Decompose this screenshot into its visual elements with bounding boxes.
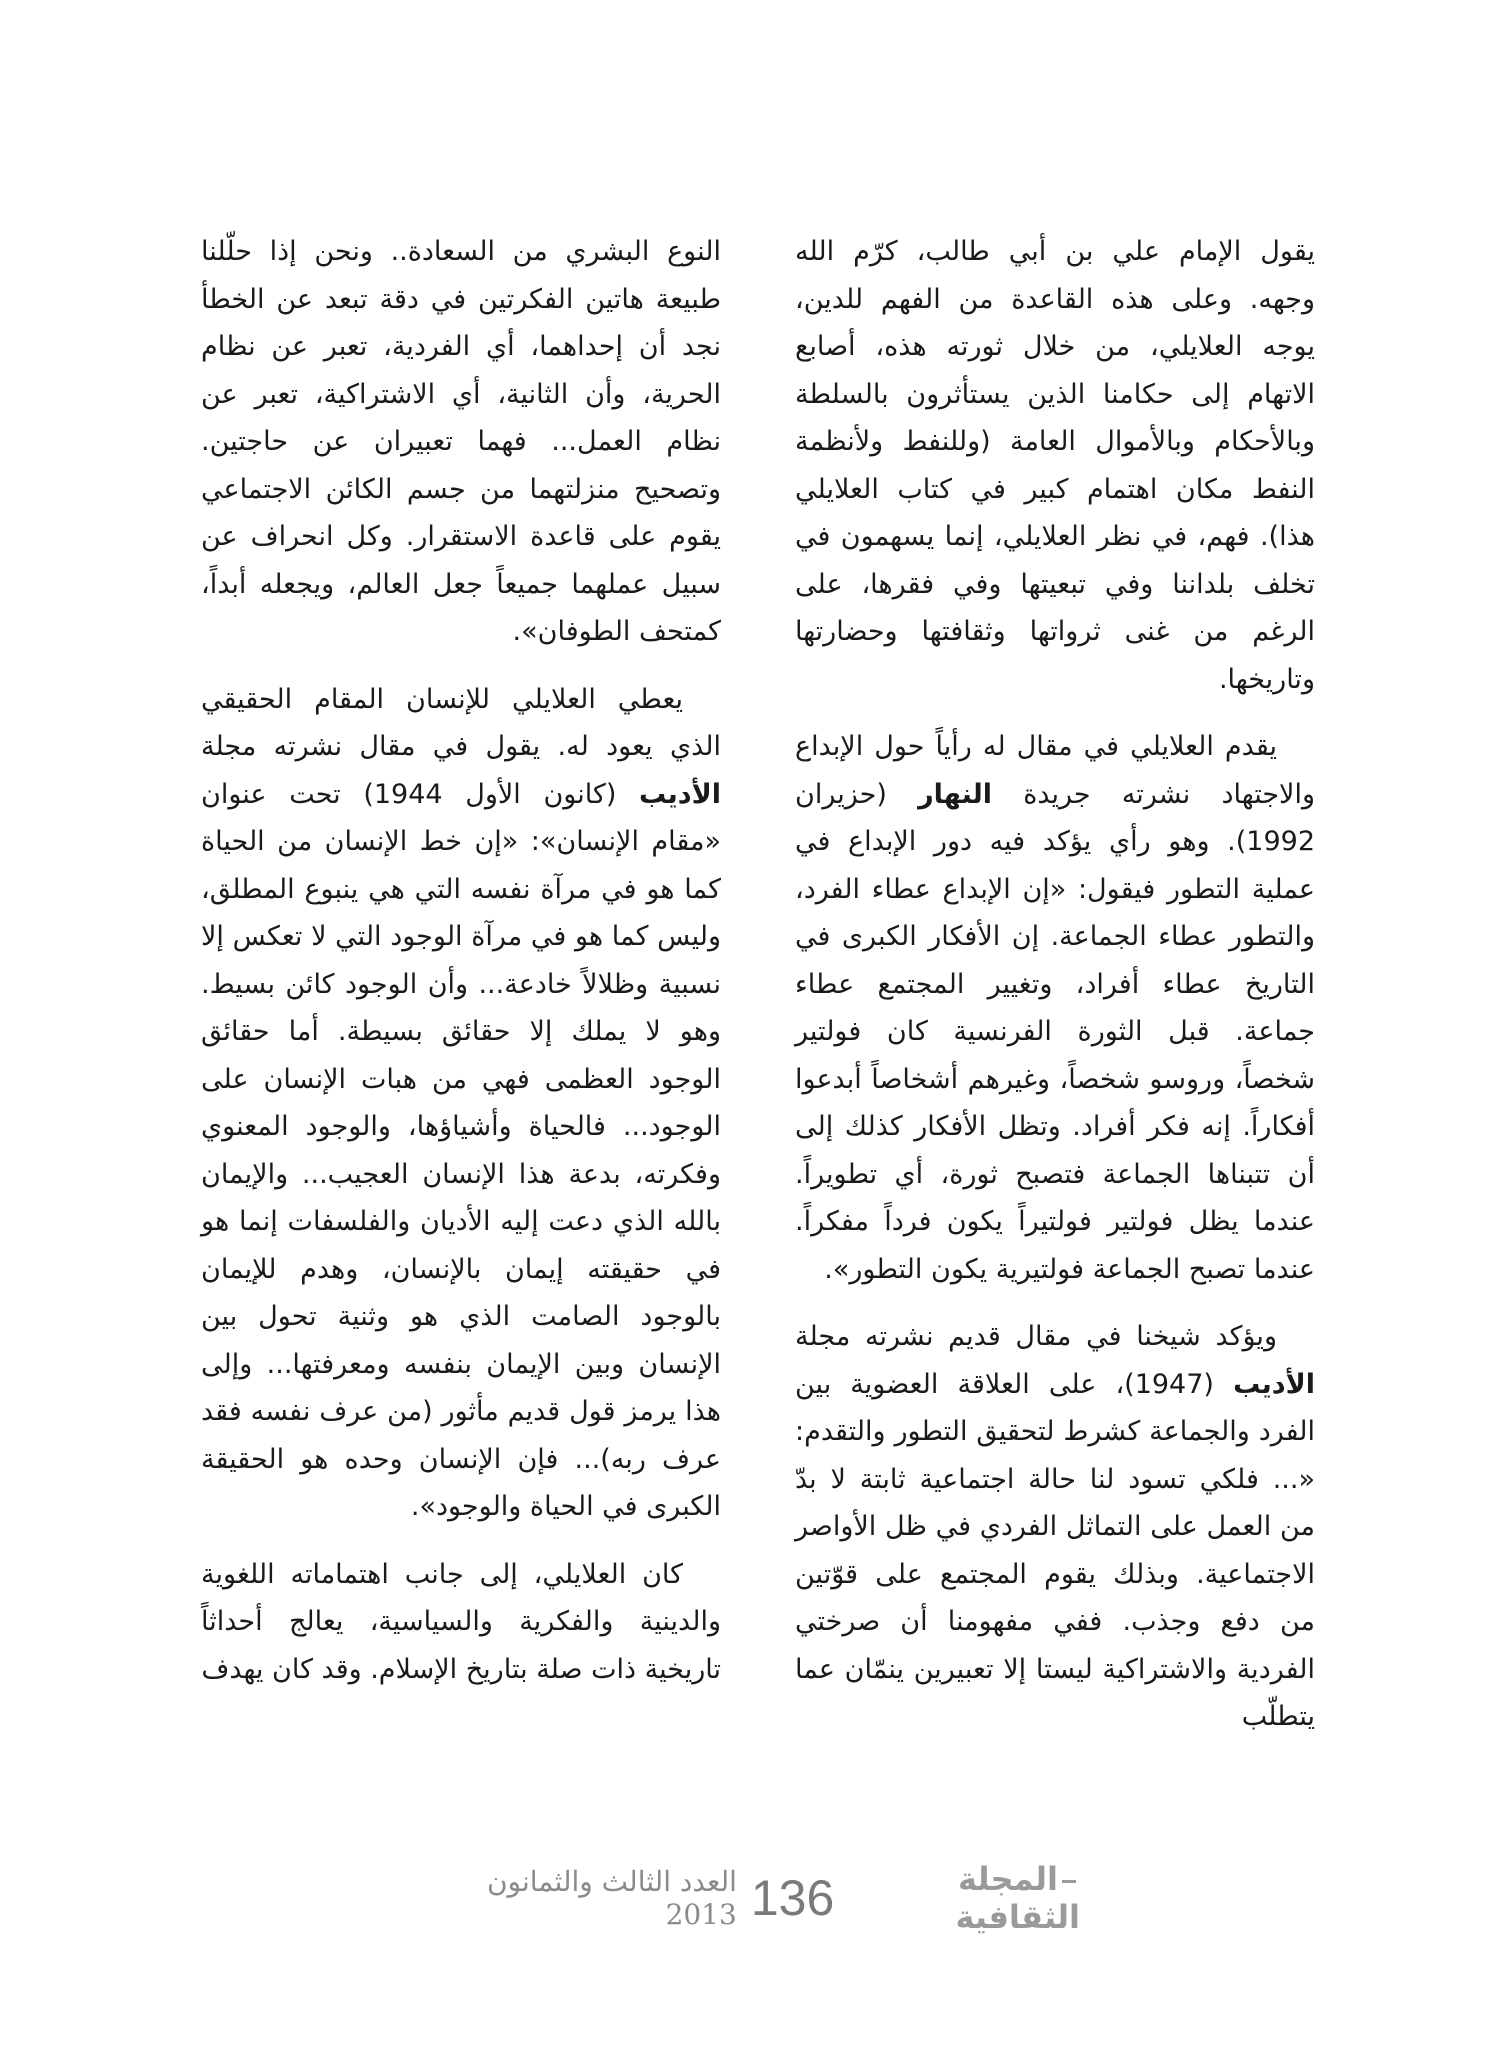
left-paragraph-3: كان العلايلي، إلى جانب اهتماماته اللغوية والدينية والفكرية والسياسية، يعالج أحداثاً تاريخية ذات صلة بتاريخ الإسلام. وقد كان يهدف (201, 1558, 721, 1685)
left-paragraph-2-start: يعطي العلايلي للإنسان المقام الحقيقي الذي يعود له. يقول في مقال نشرته مجلة (201, 683, 721, 762)
right-paragraph-3-start: ويؤكد شيخنا في مقال قديم نشرته مجلة (795, 1321, 1277, 1352)
left-column (201, 228, 721, 1713)
right-column (795, 228, 1315, 1761)
page-number: 136 (750, 1870, 835, 1926)
left-paragraph-2 (201, 676, 721, 1531)
right-paragraph-2-end: (حزيران 1992). وهو رأي يؤكد فيه دور الإبداع في عملية التطور فيقول: «إن الإبداع عطاء الفرد، والتطور عطاء الجماعة. إن الأفكار الكبرى في التاريخ عطاء أفراد، وتغيير المجتمع عطاء جماعة. قبل الثورة الفرنسية كان فولتير شخصاً، وروسو شخصاً، وغيرهم أشخاصاً أبدعوا أفكاراً. إنه فكر أفراد. وتظل الأفكار كذلك إلى أن تتبناها الجماعة فتصبح ثورة، أي تطويراً. عندما يظل فولتير فولتيراً يكون فرداً مفكراً. عندما تصبح الجماعة فولتيرية يكون التطور». (795, 778, 1315, 1285)
footer-magazine-name (848, 1860, 1080, 1936)
footer-mark-icon (1062, 1880, 1076, 1883)
footer-issue: العدد الثالث والثمانون 2013 (486, 1865, 737, 1931)
right-paragraph-2-start: يقدم العلايلي في مقال له رأياً حول الإبداع والاجتهاد نشرته جريدة (795, 731, 1315, 810)
left-paragraph-2-end: (كانون الأول 1944) تحت عنوان «مقام الإنسان»: «إن خط الإنسان من الحياة كما هو في مرآة نفسه التي هي ينبوع المطلق، وليس كما هو في مرآة الوجود التي لا تعكس إلا نسبية وظلالاً خادعة... وأن الوجود كائن بسيط. وهو لا يملك إلا حقائق بسيطة. أما حقائق الوجود العظمى فهي من هبات الإنسان على الوجود... فالحياة وأشياؤها، والوجود المعنوي وفكرته، بدعة هذا الإنسان العجيب... والإيمان بالله الذي دعت إليه الأديان والفلسفات إنما هو في حقيقته إيمان بالإنسان، وهدم للإيمان بالوجود الصامت الذي هو وثنية تحول بين الإنسان وبين الإيمان بنفسه ومعرفتها... وإلى هذا يرمز قول قديم مأثور (من عرف نفسه فقد عرف ربه)... فإن الإنسان وحده هو الحقيقة الكبرى في الحياة والوجود». (201, 778, 721, 1522)
page-footer (440, 1860, 1080, 1936)
magazine-name-aladib: الأديب (1233, 1368, 1315, 1400)
right-paragraph-2 (795, 723, 1315, 1293)
right-paragraph-1: يقول الإمام علي بن أبي طالب، كرّم الله وجهه. وعلى هذه القاعدة من الفهم للدين، يوجه العلايلي، من خلال ثورته هذه، أصابع الاتهام إلى حكامنا الذين يستأثرون بالسلطة وبالأحكام وبالأموال العامة (وللنفط ولأنظمة النفط مكان اهتمام كبير في كتاب العلايلي هذا). فهم، في نظر العلايلي، إنما يسهمون في تخلف بلداننا وفي تبعيتها وفي فقرها، على الرغم من غنى ثرواتها وثقافتها وحضارتها وتاريخها. (795, 236, 1315, 695)
magazine-name-aladib-2: الأديب (639, 778, 721, 810)
left-paragraph-1: النوع البشري من السعادة.. ونحن إذا حلّلنا طبيعة هاتين الفكرتين في دقة تبعد عن الخطأ نجد أن إحداهما، أي الفردية، تعبر عن نظام الحرية، وأن الثانية، أي الاشتراكية، تعبر عن نظام العمل... فهما تعبيران عن حاجتين. وتصحيح منزلتهما من جسم الكائن الاجتماعي يقوم على قاعدة الاستقرار. وكل انحراف عن سبيل عملهما جميعاً جعل العالم، ويجعله أبداً، كمتحف الطوفان». (201, 236, 721, 647)
right-paragraph-3-end: (1947)، على العلاقة العضوية بين الفرد والجماعة كشرط لتحقيق التطور والتقدم: «... فلكي تسود لنا حالة اجتماعية ثابتة لا بدّ من العمل على التماثل الفردي في ظل الأواصر الاجتماعية. وبذلك يقوم المجتمع على قوّتين من دفع وجذب. ففي مفهومنا أن صرختي الفردية والاشتراكية ليستا إلا تعبيرين ينمّان عما يتطلّب (795, 1368, 1315, 1732)
right-paragraph-3 (795, 1313, 1315, 1741)
footer-magazine-label: المجلة الثقافية (955, 1860, 1080, 1936)
newspaper-name-annahar: النهار (918, 778, 992, 810)
